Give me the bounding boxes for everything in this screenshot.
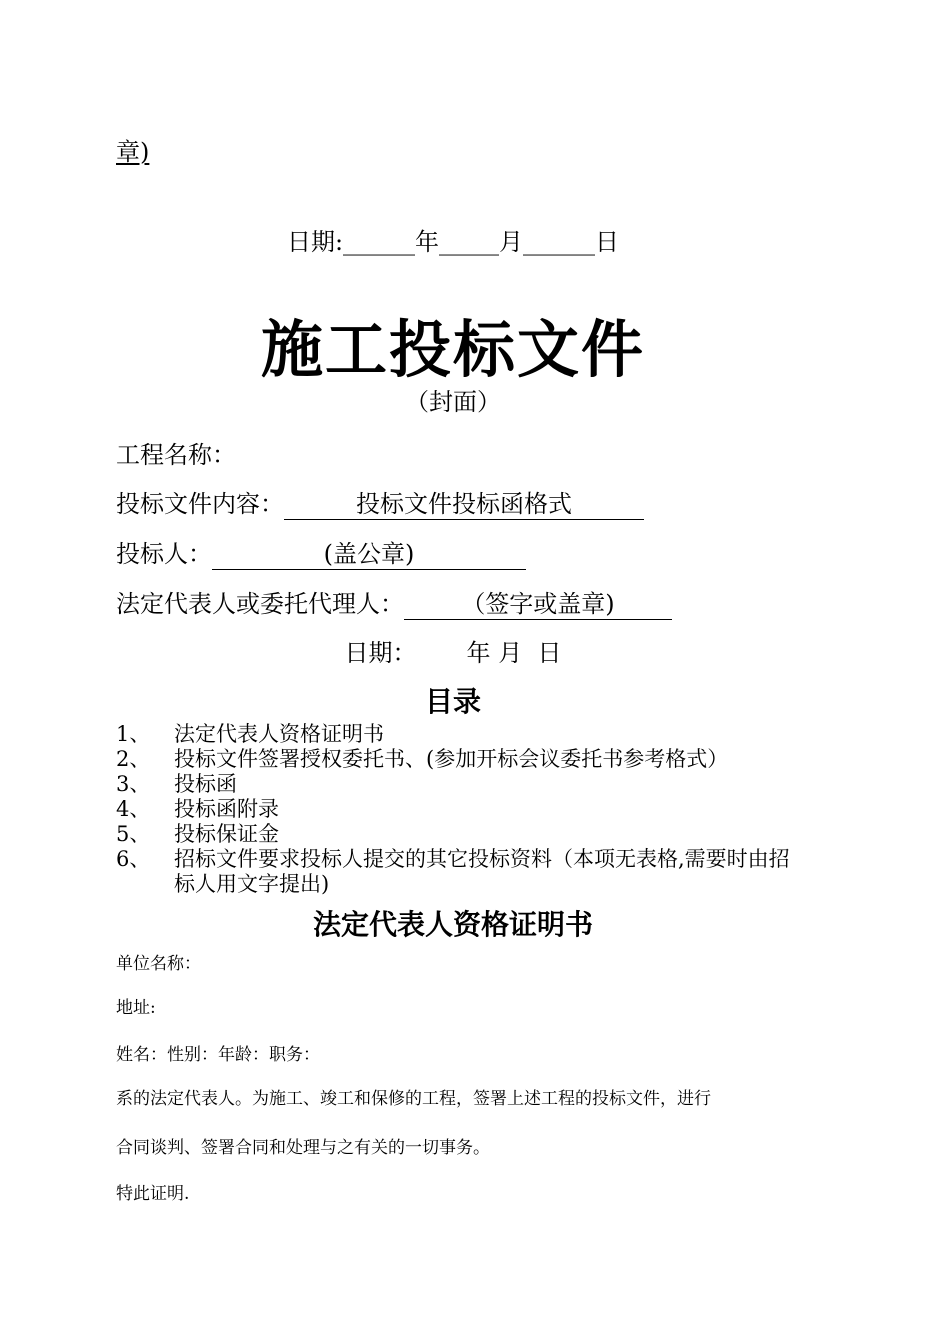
toc-item-number: 2、 bbox=[116, 747, 151, 771]
month-label: 月 bbox=[499, 228, 524, 256]
content-value: 投标文件投标函格式 bbox=[284, 490, 644, 520]
day-label: 日 bbox=[595, 228, 620, 256]
representative-value: （签字或盖章) bbox=[404, 590, 672, 620]
toc-list bbox=[116, 722, 806, 897]
content-label: 投标文件内容： bbox=[116, 490, 284, 518]
toc-item-number: 4、 bbox=[116, 797, 151, 821]
certificate-title: 法定代表人资格证明书 bbox=[312, 908, 593, 941]
toc-item-5 bbox=[116, 822, 806, 847]
toc-item-text: 投标文件签署授权委托书、(参加开标会议委托书参考格式） bbox=[174, 747, 729, 771]
certificate-body-line-2: 合同谈判、签署合同和处理与之有关的一切事务。 bbox=[116, 1138, 490, 1158]
project-name-label: 工程名称： bbox=[116, 441, 236, 469]
date-line-top bbox=[0, 222, 906, 257]
cover-year-label: 年 bbox=[466, 639, 491, 667]
project-name-field bbox=[116, 435, 236, 470]
person-info-field: 姓名：性别：年龄：职务： bbox=[116, 1045, 320, 1065]
cover-month-label: 月 bbox=[498, 639, 523, 667]
date-label: 日期: bbox=[286, 228, 344, 256]
year-label: 年 bbox=[415, 228, 440, 256]
toc-item-6 bbox=[116, 847, 806, 897]
cover-subtitle: （封面） bbox=[405, 388, 501, 416]
representative-label: 法定代表人或委托代理人： bbox=[116, 590, 404, 618]
cover-date-line bbox=[0, 633, 906, 668]
bidder-value: (盖公章) bbox=[212, 540, 526, 570]
representative-field bbox=[116, 584, 672, 620]
cover-title: 施工投标文件 bbox=[260, 313, 645, 386]
bidder-field bbox=[116, 534, 526, 570]
toc-item-text: 招标文件要求投标人提交的其它投标资料（本项无表格,需要时由招标人用文字提出) bbox=[174, 847, 790, 896]
day-blank: ______ bbox=[523, 228, 596, 256]
month-blank: _____ bbox=[439, 228, 500, 256]
toc-item-2 bbox=[116, 747, 806, 772]
toc-item-text: 投标函 bbox=[174, 772, 237, 796]
toc-item-number: 3、 bbox=[116, 772, 151, 796]
toc-title: 目录 bbox=[424, 685, 481, 718]
toc-item-number: 6、 bbox=[116, 847, 151, 871]
toc-item-text: 投标函附录 bbox=[174, 797, 279, 821]
toc-item-4 bbox=[116, 797, 806, 822]
content-field bbox=[116, 484, 644, 520]
toc-item-number: 1、 bbox=[116, 722, 151, 746]
cover-date-label: 日期： bbox=[344, 639, 417, 667]
bidder-label: 投标人： bbox=[116, 540, 212, 568]
toc-item-text: 投标保证金 bbox=[174, 822, 279, 846]
toc-item-3 bbox=[116, 772, 806, 797]
cover-day-label: 日 bbox=[537, 639, 562, 667]
unit-name-field: 单位名称： bbox=[116, 954, 201, 974]
address-field: 地址: bbox=[116, 998, 156, 1018]
previous-page-fragment: 章) bbox=[116, 138, 150, 166]
certificate-body-line-1: 系的法定代表人。为施工、竣工和保修的工程，签署上述工程的投标文件，进行 bbox=[116, 1089, 711, 1109]
toc-item-1 bbox=[116, 722, 806, 747]
toc-item-number: 5、 bbox=[116, 822, 151, 846]
toc-item-text: 法定代表人资格证明书 bbox=[174, 722, 384, 746]
certificate-closing: 特此证明. bbox=[116, 1184, 190, 1204]
year-blank: ______ bbox=[343, 228, 416, 256]
